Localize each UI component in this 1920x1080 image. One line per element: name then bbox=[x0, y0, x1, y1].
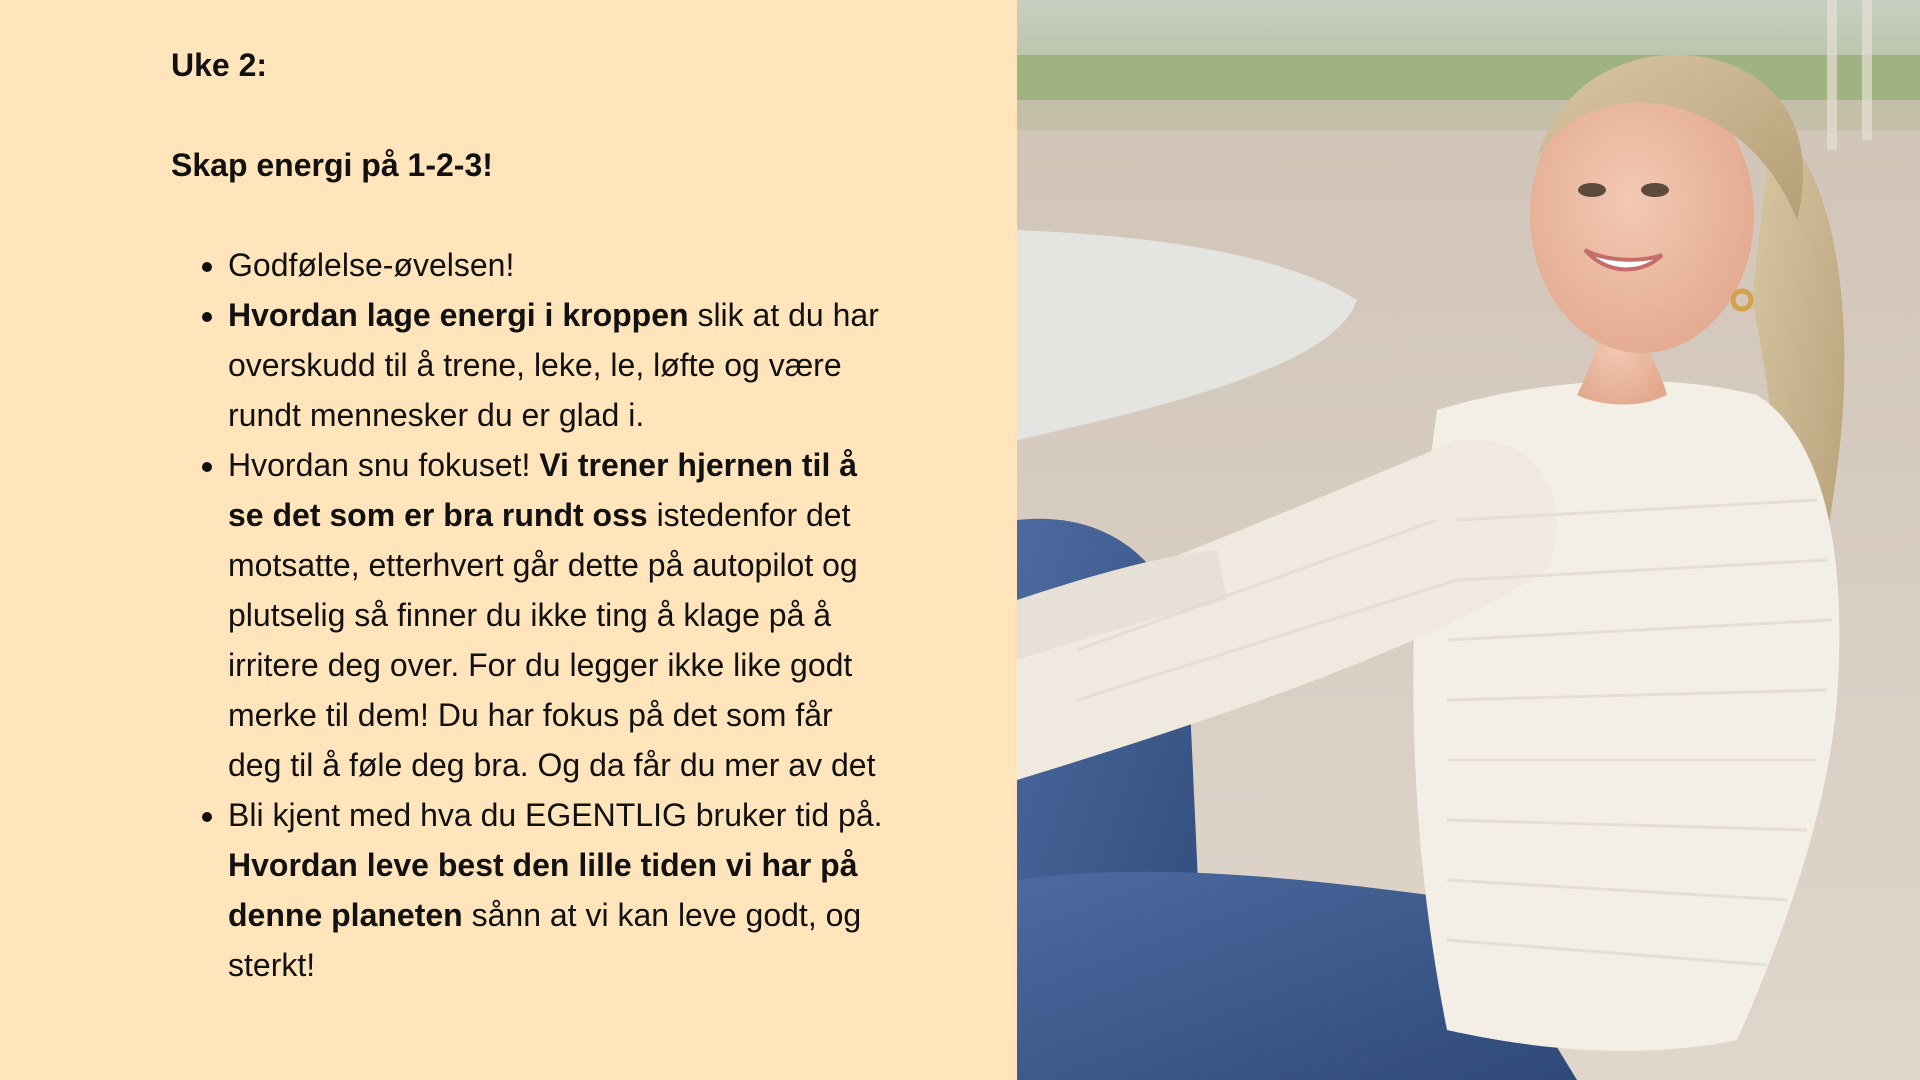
portrait-photo-illustration bbox=[1017, 0, 1920, 1080]
bullet-item bbox=[228, 790, 891, 990]
bullet-item bbox=[228, 240, 891, 290]
text-block bbox=[171, 40, 891, 990]
bullet-text: Bli kjent med hva du EGENTLIG bruker tid på. bbox=[228, 797, 883, 833]
bullet-text: sånn at vi kan leve godt, og sterkt! bbox=[228, 897, 862, 983]
bullet-bold-text: Vi trener hjernen til å se det som er bra rundt oss bbox=[228, 447, 858, 533]
portrait-photo bbox=[1017, 0, 1920, 1080]
bullet-text: slik at du har overskudd til å trene, leke, le, løfte og være rundt mennesker du er glad i. bbox=[228, 297, 879, 433]
bullet-bold-text: Hvordan lage energi i kroppen bbox=[228, 297, 689, 333]
week-label: Uke 2: bbox=[171, 47, 268, 83]
bullet-text: istedenfor det motsatte, etterhvert går dette på autopilot og plutselig så finner du ikke ting å klage på å irritere deg over. For du legger ikke like godt merke til dem! Du har fokus på det som får deg til å føle deg bra. Og da får du mer av det bbox=[228, 497, 876, 783]
bullet-bold-text: Hvordan leve best den lille tiden vi har på denne planeten bbox=[228, 847, 858, 933]
bullet-item bbox=[228, 290, 891, 440]
slide-title: Skap energi på 1-2-3! bbox=[171, 147, 493, 183]
bullet-list bbox=[171, 240, 891, 990]
bullet-item bbox=[228, 440, 891, 790]
bullet-text: Hvordan snu fokuset! bbox=[228, 447, 540, 483]
bullet-text: Godfølelse-øvelsen! bbox=[228, 247, 515, 283]
